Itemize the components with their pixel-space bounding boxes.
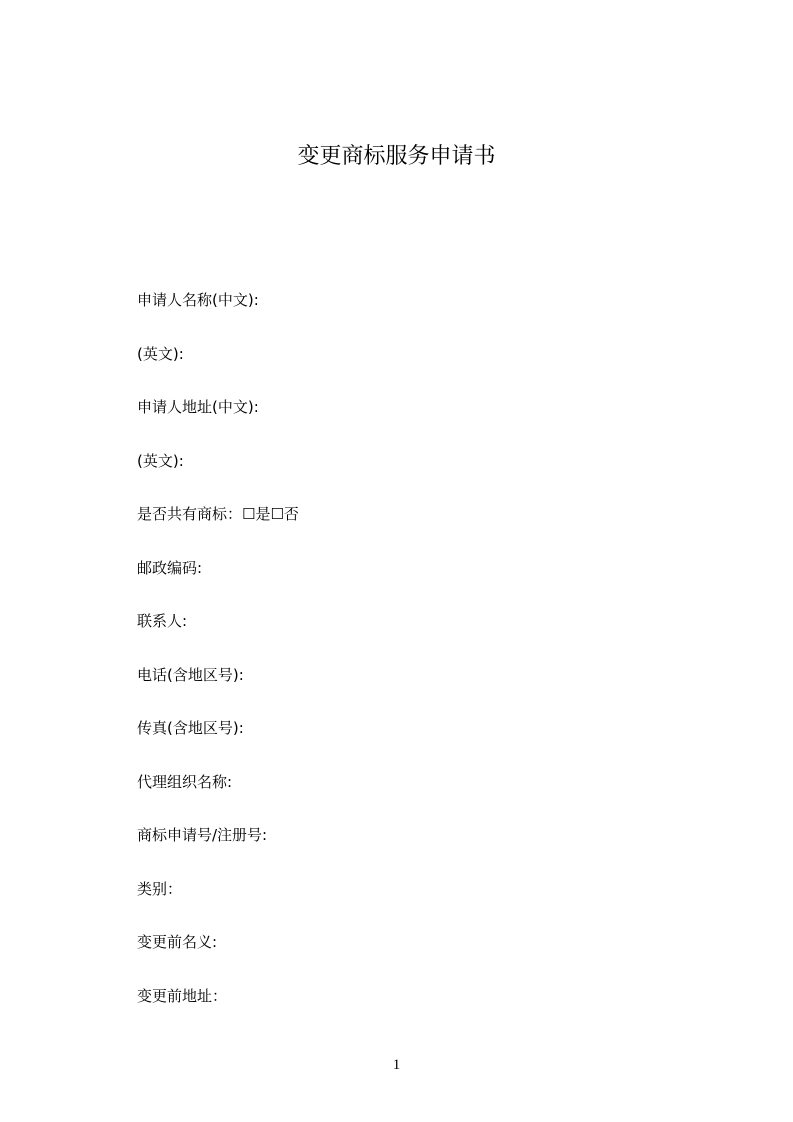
- field-applicant-name-cn: 申请人名称(中文):: [137, 291, 259, 309]
- field-applicant-address-en: (英文):: [137, 452, 184, 470]
- field-name-before-change: 变更前名义:: [137, 933, 218, 951]
- field-joint-trademark: 是否共有商标：☐是☐否: [137, 505, 299, 523]
- field-postal-code: 邮政编码:: [137, 559, 203, 577]
- field-agency-name: 代理组织名称:: [137, 773, 233, 791]
- field-applicant-address-cn: 申请人地址(中文):: [137, 398, 259, 416]
- field-fax: 传真(含地区号):: [137, 719, 244, 737]
- page-number: 1: [392, 1057, 401, 1073]
- field-address-before-change: 变更前地址：: [137, 987, 228, 1005]
- field-class: 类别：: [137, 880, 183, 898]
- document-title: 变更商标服务申请书: [297, 144, 496, 169]
- field-applicant-name-en: (英文):: [137, 345, 184, 363]
- field-trademark-number: 商标申请号/注册号:: [137, 826, 268, 844]
- field-contact-person: 联系人:: [137, 612, 188, 630]
- field-telephone: 电话(含地区号):: [137, 666, 244, 684]
